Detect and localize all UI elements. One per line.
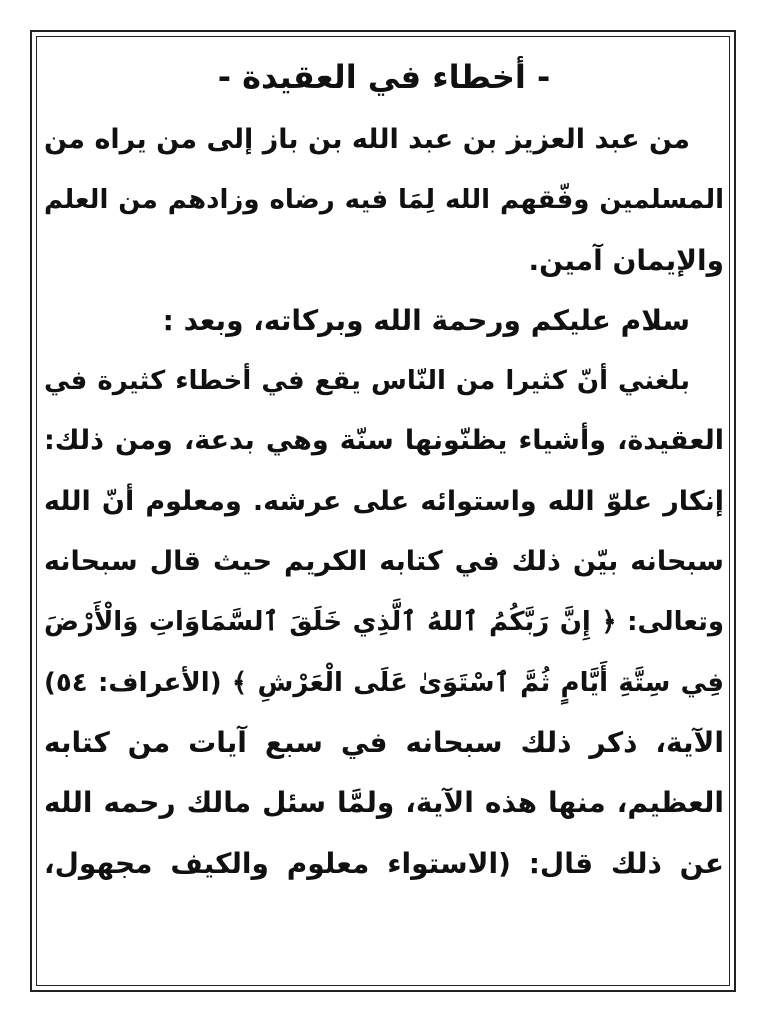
text-line-10: فِي سِتَّةِ أَيَّامٍ ثُمَّ ٱسْتَوَىٰ عَلَى الْعَرْشِ ﴾ (الأعراف: ٥٤) <box>44 667 724 698</box>
text-line-3: والإيمان آمين. <box>528 243 724 277</box>
document-body <box>44 46 724 894</box>
page-title: - أخطاء في العقيدة - <box>217 58 551 96</box>
text-line-12: العظيم، منها هذه الآية، ولمَّا سئل مالك رحمه الله <box>44 786 724 820</box>
text-line-5: بلغني أنّ كثيرا من النّاس يقع في أخطاء كثيرة في <box>44 366 690 397</box>
text-line-11: الآية، ذكر ذلك سبحانه في سبع آيات من كتابه <box>44 725 724 759</box>
text-line-2: المسلمين وفّقهم الله لِمَا فيه رضاه وزادهم من العلم <box>44 185 724 216</box>
text-line-1: من عبد العزيز بن عبد الله بن باز إلى من يراه من <box>44 124 690 155</box>
text-line-7: إنكار علوّ الله واستوائه على عرشه. ومعلوم أنّ الله <box>44 485 724 517</box>
text-line-8: سبحانه بيّن ذلك في كتابه الكريم حيث قال سبحانه <box>44 546 724 578</box>
text-line-4: سلام عليكم ورحمة الله وبركاته، وبعد : <box>162 303 690 337</box>
text-line-9: وتعالى: ﴿ إِنَّ رَبَّكُمُ ٱللهُ ٱلَّذِي خَلَقَ ٱلسَّمَاوَاتِ وَالْأَرْضَ <box>44 607 724 638</box>
text-line-13: عن ذلك قال: (الاستواء معلوم والكيف مجهول، <box>44 846 724 880</box>
text-line-6: العقيدة، وأشياء يظنّونها سنّة وهي بدعة، ومن ذلك: <box>44 425 724 457</box>
